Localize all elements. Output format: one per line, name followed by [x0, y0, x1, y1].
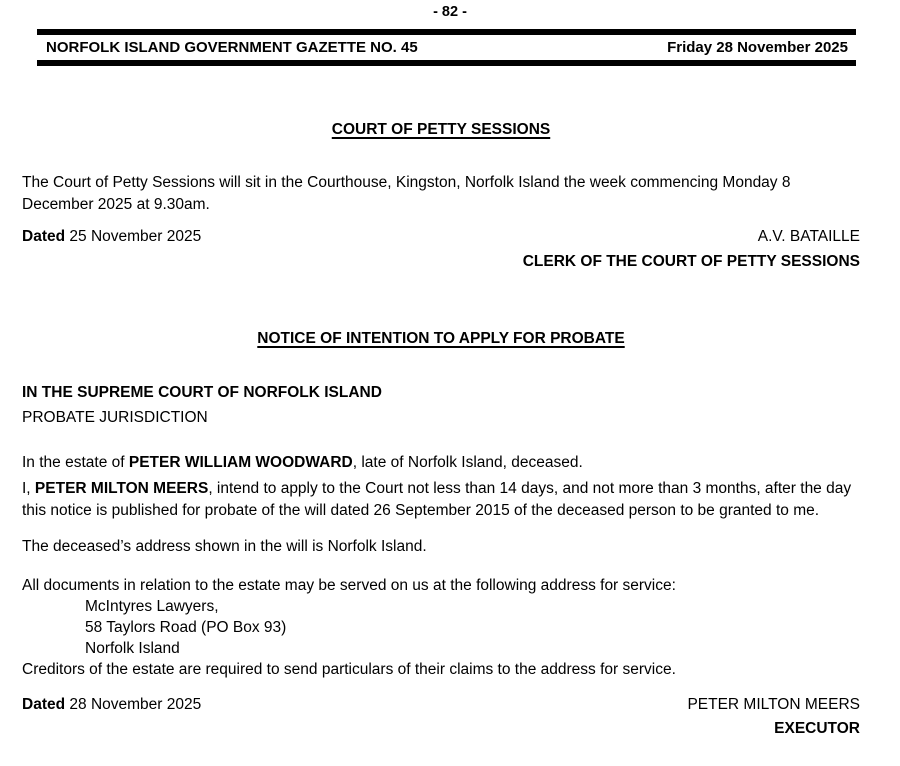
- estate-line: [22, 452, 860, 474]
- intention-suffix: , intend to apply to the Court not less than 14 days, and not more than 3 months, after the day this notice is published for probate of the will dated 26 September 2015 of the deceased person to be granted to me.: [22, 480, 852, 519]
- gazette-date: Friday 28 November 2025: [667, 39, 848, 56]
- deceased-name: PETER WILLIAM WOODWARD: [128, 454, 353, 471]
- service-address-line: Norfolk Island: [85, 640, 180, 657]
- court-dated-row: [22, 226, 860, 248]
- court-of-petty-sessions-notice: [22, 121, 860, 273]
- applicant-name: PETER MILTON MEERS: [34, 480, 209, 497]
- deceased-address-line: The deceased’s address shown in the will is Norfolk Island.: [22, 538, 427, 555]
- service-intro-line: All documents in relation to the estate may be served on us at the following address for service:: [22, 577, 676, 594]
- service-address-line: McIntyres Lawyers,: [85, 598, 219, 615]
- probate-signatory-title: EXECUTOR: [774, 720, 860, 737]
- jurisdiction-line: PROBATE JURISDICTION: [22, 409, 208, 426]
- court-sitting-paragraph: The Court of Petty Sessions will sit in the Courthouse, Kingston, Norfolk Island the week commencing Monday 8 December 2025 at 9.30am.: [22, 174, 791, 213]
- service-address-block: [22, 575, 860, 680]
- probate-intention-notice: [22, 330, 860, 740]
- probate-dated-row: [22, 694, 860, 716]
- probate-dated-value: 28 November 2025: [69, 696, 202, 713]
- page-number: - 82 -: [433, 4, 467, 20]
- masthead: [37, 29, 856, 66]
- intention-paragraph: [22, 478, 860, 522]
- court-signatory-title: CLERK OF THE COURT OF PETTY SESSIONS: [522, 253, 860, 270]
- estate-prefix: In the estate of: [22, 454, 129, 471]
- gazette-title: NORFOLK ISLAND GOVERNMENT GAZETTE NO. 45: [46, 39, 418, 56]
- probate-dated-label: Dated: [22, 696, 66, 713]
- gazette-page-body: [22, 121, 860, 740]
- court-dated-label: Dated: [22, 228, 66, 245]
- court-dated-line: [22, 226, 201, 248]
- creditors-line: Creditors of the estate are required to send particulars of their claims to the address for service.: [22, 661, 676, 678]
- probate-signatory-name: PETER MILTON MEERS: [687, 696, 860, 713]
- probate-dated-line: [22, 694, 201, 716]
- supreme-court-line: IN THE SUPREME COURT OF NORFOLK ISLAND: [22, 384, 382, 401]
- probate-heading: NOTICE OF INTENTION TO APPLY FOR PROBATE: [257, 330, 625, 347]
- estate-suffix: , late of Norfolk Island, deceased.: [352, 454, 583, 471]
- court-dated-value: 25 November 2025: [69, 228, 202, 245]
- court-sessions-heading: COURT OF PETTY SESSIONS: [331, 121, 551, 138]
- court-signatory-name: A.V. BATAILLE: [757, 228, 860, 245]
- intention-prefix: I,: [22, 480, 35, 497]
- service-address-line: 58 Taylors Road (PO Box 93): [85, 619, 287, 636]
